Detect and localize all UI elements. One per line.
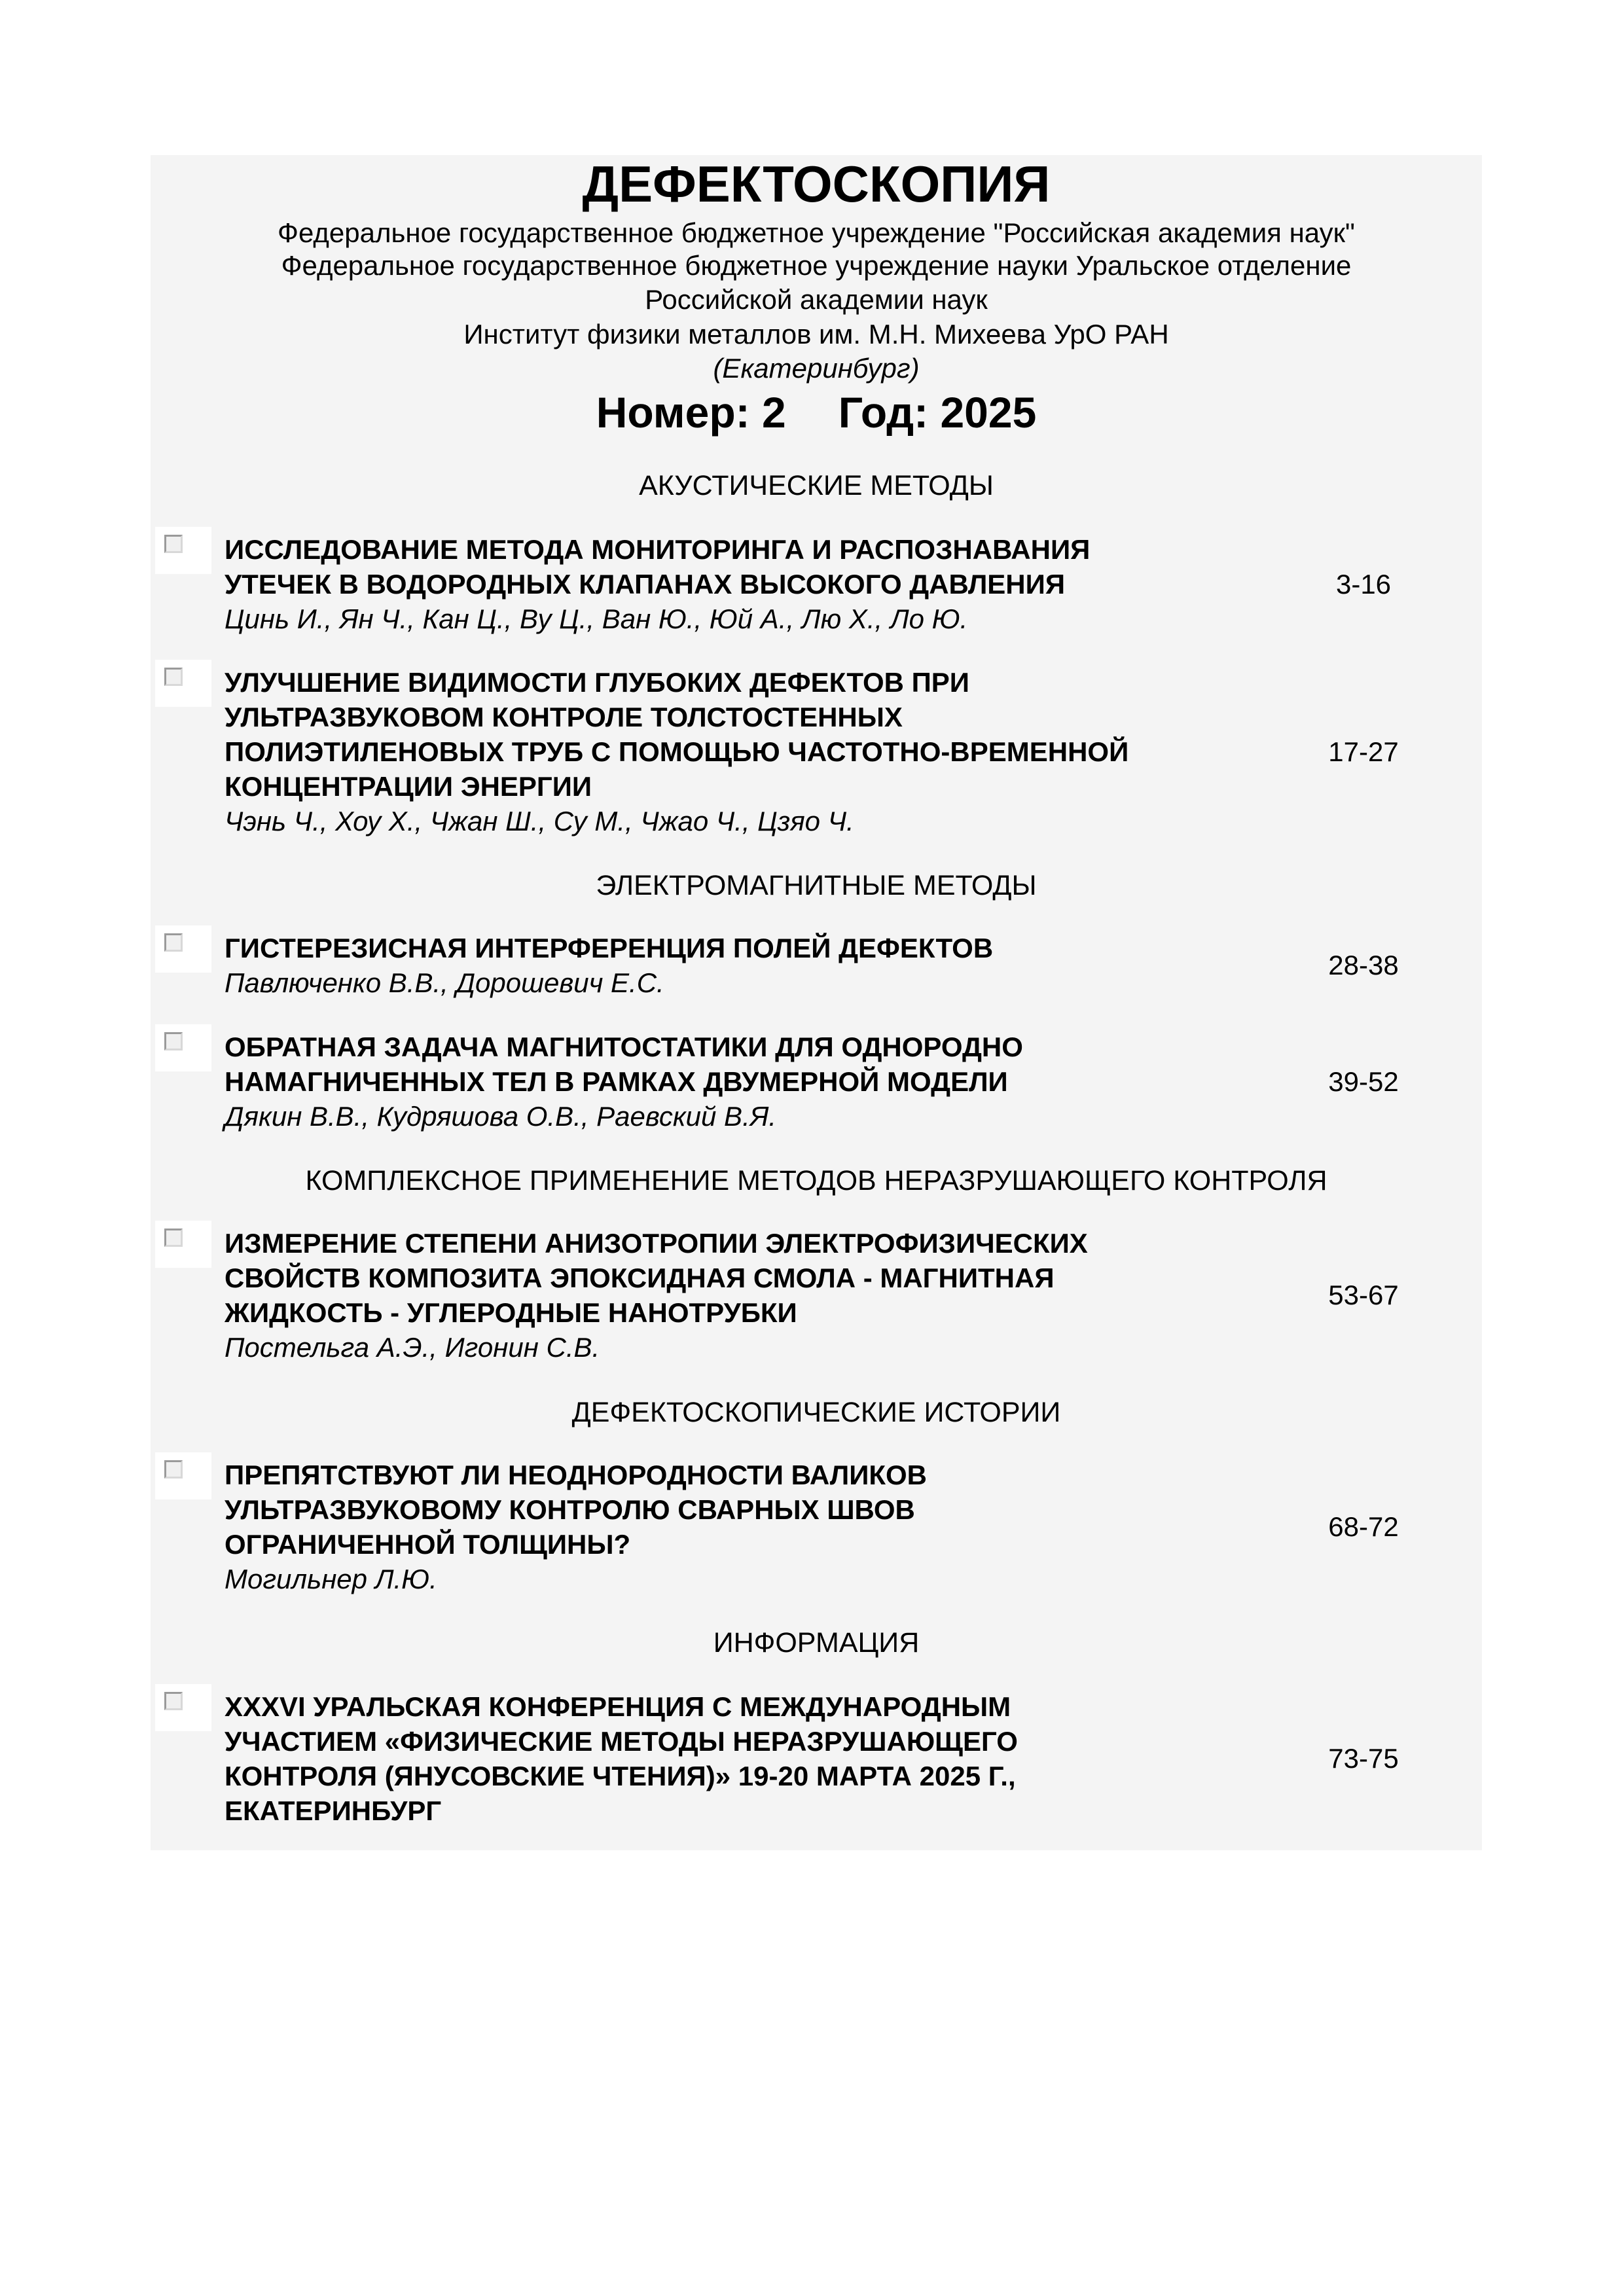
publisher-line: Институт физики металлов им. М.Н. Михеева УрО РАН — [463, 319, 1169, 350]
article-item — [151, 931, 1482, 1000]
section-heading: КОМПЛЕКСНОЕ ПРИМЕНЕНИЕ МЕТОДОВ НЕРАЗРУШАЮЩЕГО КОНТРОЛЯ — [305, 1165, 1327, 1196]
issue-number: Номер: 2 — [596, 388, 786, 437]
checkbox-cell — [155, 925, 211, 973]
article-title[interactable]: ЖИДКОСТЬ - УГЛЕРОДНЫЕ НАНОТРУБКИ — [225, 1297, 797, 1328]
article-item — [151, 532, 1482, 636]
article-body — [225, 1458, 1311, 1596]
article-title[interactable]: УЛЬТРАЗВУКОВОМУ КОНТРОЛЮ СВАРНЫХ ШВОВ — [225, 1494, 915, 1525]
article-body — [225, 665, 1311, 838]
article-pages: 73-75 — [1328, 1743, 1399, 1774]
article-checkbox[interactable] — [164, 535, 183, 553]
checkbox-cell — [155, 1452, 211, 1499]
section-heading: ДЕФЕКТОСКОПИЧЕСКИЕ ИСТОРИИ — [571, 1397, 1061, 1428]
article-body — [225, 1226, 1311, 1365]
issue-year: Год: 2025 — [838, 388, 1037, 437]
article-title[interactable]: УЛУЧШЕНИЕ ВИДИМОСТИ ГЛУБОКИХ ДЕФЕКТОВ ПРИ — [225, 667, 969, 698]
article-authors: Могильнер Л.Ю. — [225, 1564, 437, 1594]
publisher-line: Российской академии наук — [645, 284, 988, 315]
article-checkbox[interactable] — [164, 1692, 183, 1710]
publisher-line: Федеральное государственное бюджетное учреждение науки Уральское отделение — [281, 250, 1352, 281]
article-authors: Цинь И., Ян Ч., Кан Ц., Ву Ц., Ван Ю., Юй А., Лю Х., Ло Ю. — [225, 603, 968, 634]
checkbox-cell — [155, 1684, 211, 1731]
section-heading: ИНФОРМАЦИЯ — [713, 1627, 920, 1659]
checkbox-cell — [155, 1024, 211, 1071]
article-title[interactable]: ИССЛЕДОВАНИЕ МЕТОДА МОНИТОРИНГА И РАСПОЗНАВАНИЯ — [225, 534, 1091, 565]
article-pages: 68-72 — [1328, 1511, 1399, 1542]
article-title[interactable]: ОБРАТНАЯ ЗАДАЧА МАГНИТОСТАТИКИ ДЛЯ ОДНОРОДНО — [225, 1031, 1023, 1062]
section-heading: ЭЛЕКТРОМАГНИТНЫЕ МЕТОДЫ — [596, 870, 1037, 901]
article-body — [225, 1030, 1311, 1134]
checkbox-cell — [155, 527, 211, 574]
article-body — [225, 532, 1311, 636]
article-checkbox[interactable] — [164, 1460, 183, 1479]
article-title[interactable]: КОНЦЕНТРАЦИИ ЭНЕРГИИ — [225, 771, 592, 802]
article-title[interactable]: XXXVI УРАЛЬСКАЯ КОНФЕРЕНЦИЯ С МЕЖДУНАРОДНЫМ — [225, 1691, 1011, 1722]
article-title[interactable]: НАМАГНИЧЕННЫХ ТЕЛ В РАМКАХ ДВУМЕРНОЙ МОДЕЛИ — [225, 1066, 1008, 1097]
article-title[interactable]: КОНТРОЛЯ (ЯНУСОВСКИЕ ЧТЕНИЯ)» 19-20 МАРТА 2025 Г., — [225, 1761, 1016, 1791]
article-title[interactable]: УТЕЧЕК В ВОДОРОДНЫХ КЛАПАНАХ ВЫСОКОГО ДАВЛЕНИЯ — [225, 569, 1066, 600]
article-authors: Дякин В.В., Кудряшова О.В., Раевский В.Я. — [225, 1101, 777, 1132]
issue-info — [151, 386, 1482, 439]
article-checkbox[interactable] — [164, 933, 183, 952]
publisher-line: Федеральное государственное бюджетное учреждение "Российская академия наук" — [278, 217, 1355, 248]
article-title[interactable]: ПРЕПЯТСТВУЮТ ЛИ НЕОДНОРОДНОСТИ ВАЛИКОВ — [225, 1460, 928, 1490]
article-title[interactable]: УЧАСТИЕМ «ФИЗИЧЕСКИЕ МЕТОДЫ НЕРАЗРУШАЮЩЕГО — [225, 1726, 1018, 1757]
article-item — [151, 1689, 1482, 1828]
article-body — [225, 1689, 1311, 1828]
article-pages: 17-27 — [1328, 736, 1399, 767]
article-authors: Чэнь Ч., Хоу Х., Чжан Ш., Су М., Чжао Ч., Цзяо Ч. — [225, 806, 854, 836]
article-title[interactable]: УЛЬТРАЗВУКОВОМ КОНТРОЛЕ ТОЛСТОСТЕННЫХ — [225, 702, 903, 732]
article-title[interactable]: СВОЙСТВ КОМПОЗИТА ЭПОКСИДНАЯ СМОЛА - МАГНИТНАЯ — [225, 1263, 1055, 1293]
article-item — [151, 1226, 1482, 1365]
article-title[interactable]: ГИСТЕРЕЗИСНАЯ ИНТЕРФЕРЕНЦИЯ ПОЛЕЙ ДЕФЕКТОВ — [225, 933, 994, 963]
article-authors: Постельга А.Э., Игонин С.В. — [225, 1332, 600, 1363]
article-item — [151, 1458, 1482, 1596]
article-item — [151, 665, 1482, 838]
article-item — [151, 1030, 1482, 1134]
article-title[interactable]: ОГРАНИЧЕННОЙ ТОЛЩИНЫ? — [225, 1529, 631, 1560]
article-title[interactable]: ЕКАТЕРИНБУРГ — [225, 1795, 442, 1826]
checkbox-cell — [155, 1221, 211, 1268]
journal-title: ДЕФЕКТОСКОПИЯ — [582, 155, 1051, 213]
article-checkbox[interactable] — [164, 668, 183, 686]
article-authors: Павлюченко В.В., Дорошевич Е.С. — [225, 967, 664, 998]
article-pages: 28-38 — [1328, 950, 1399, 980]
publisher-city: (Екатеринбург) — [713, 353, 920, 384]
article-title[interactable]: ПОЛИЭТИЛЕНОВЫХ ТРУБ С ПОМОЩЬЮ ЧАСТОТНО-ВРЕМЕННОЙ — [225, 736, 1129, 767]
section-heading: АКУСТИЧЕСКИЕ МЕТОДЫ — [639, 470, 994, 501]
article-checkbox[interactable] — [164, 1229, 183, 1247]
article-title[interactable]: ИЗМЕРЕНИЕ СТЕПЕНИ АНИЗОТРОПИИ ЭЛЕКТРОФИЗИЧЕСКИХ — [225, 1228, 1088, 1259]
article-pages: 53-67 — [1328, 1280, 1399, 1310]
article-checkbox[interactable] — [164, 1032, 183, 1050]
article-pages: 3-16 — [1335, 568, 1392, 600]
checkbox-cell — [155, 660, 211, 707]
article-body — [225, 931, 1311, 1000]
article-pages: 39-52 — [1328, 1066, 1399, 1097]
